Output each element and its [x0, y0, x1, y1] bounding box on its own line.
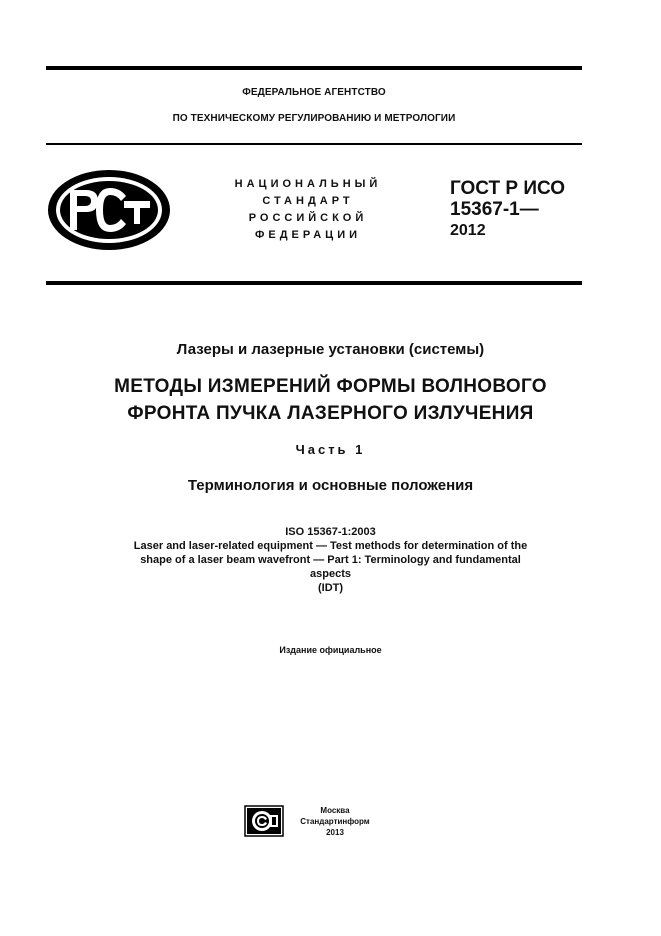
standartinform-logo-icon	[244, 805, 284, 837]
main-title-line-2: ФРОНТА ПУЧКА ЛАЗЕРНОГО ИЗЛУЧЕНИЯ	[127, 403, 534, 424]
gost-designation	[450, 178, 565, 241]
subtitle: Лазеры и лазерные установки (системы)	[176, 341, 485, 358]
part-title: Терминология и основные положения	[187, 477, 474, 494]
part-number: Часть 1	[295, 442, 366, 457]
main-title-line-1: МЕТОДЫ ИЗМЕРЕНИЙ ФОРМЫ ВОЛНОВОГО	[114, 376, 547, 397]
iso-idt: (IDT)	[317, 582, 344, 594]
agency-line-2: ПО ТЕХНИЧЕСКОМУ РЕГУЛИРОВАНИЮ И МЕТРОЛОГИИ	[172, 113, 456, 124]
iso-reference	[30, 525, 631, 595]
edition-note: Издание официальное	[279, 645, 382, 655]
national-line-4: ФЕДЕРАЦИИ	[254, 229, 362, 241]
publisher-year: 2013	[326, 828, 344, 837]
top-rule	[46, 66, 582, 70]
national-standard-block	[210, 176, 406, 244]
publisher-name: Стандартинформ	[300, 817, 370, 826]
iso-code: ISO 15367-1:2003	[285, 526, 376, 538]
rst-logo-icon	[46, 168, 172, 252]
iso-title-line-2: shape of a laser beam wavefront — Part 1: Terminology and fundamental	[140, 554, 521, 566]
header-rule	[46, 143, 582, 145]
national-line-3: РОССИЙСКОЙ	[248, 212, 368, 224]
iso-title-line-3: aspects	[310, 568, 351, 580]
gost-year: 2012	[450, 222, 486, 239]
national-line-1: НАЦИОНАЛЬНЫЙ	[234, 178, 382, 190]
middle-rule	[46, 281, 582, 285]
gost-line-1: ГОСТ Р ИСО	[450, 178, 566, 199]
publisher-block	[290, 805, 380, 838]
national-line-2: СТАНДАРТ	[262, 195, 354, 207]
agency-line-1: ФЕДЕРАЛЬНОЕ АГЕНТСТВО	[242, 87, 386, 98]
gost-line-2: 15367-1—	[450, 199, 539, 220]
iso-title-line-1: Laser and laser-related equipment — Test methods for determination of the	[133, 540, 528, 552]
publisher-city: Москва	[320, 806, 350, 815]
